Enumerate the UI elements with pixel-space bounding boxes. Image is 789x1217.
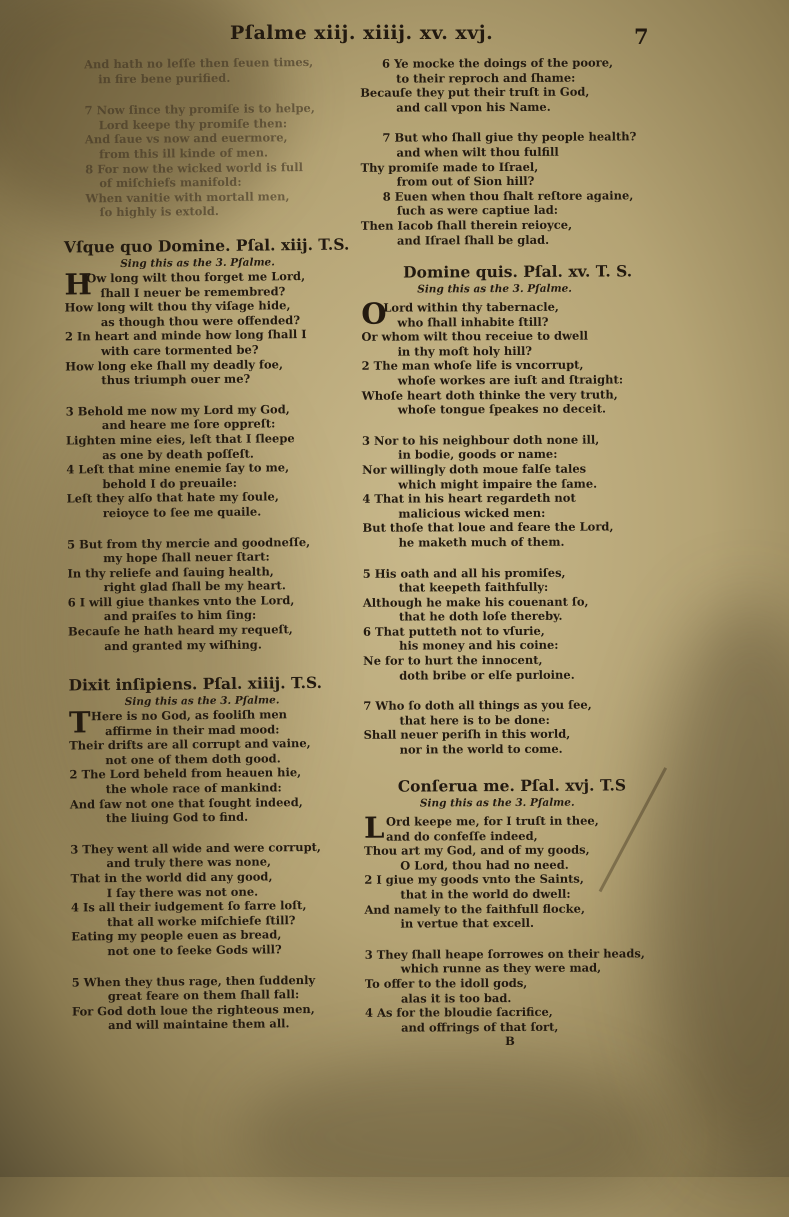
verse-line: affirme in their mad mood: <box>104 721 280 738</box>
verse-line: And ſaw not one that ſought indeed, <box>69 794 303 812</box>
psalm-16 <box>364 775 665 1049</box>
verse-line: 4 As for the bloudie ſacrifice, <box>364 1004 553 1020</box>
tune-direction: Sing this as the 3. Pſalme. <box>419 796 575 810</box>
verse-line: ſo highly is extold. <box>99 204 219 220</box>
verse-line: in vertue that excell. <box>400 916 535 931</box>
verse-line: And hath no leſſe then ſeuen times, <box>84 54 314 72</box>
verse-line: 3 Behold me now my Lord my God, <box>65 401 290 419</box>
verse-line: right glad ſhall be my heart. <box>103 578 286 595</box>
verse-line: O Lord within thy tabernacle, <box>361 296 559 331</box>
tune-direction: Sing this as the 3. Pſalme. <box>120 256 275 270</box>
verse-line: Ne for to hurt the innocent, <box>363 652 543 668</box>
verse-line: 2 In heart and minde how long ſhall I <box>64 327 307 344</box>
verse-line: Shall neuer periſh in this world, <box>363 727 571 743</box>
verse-line: doth bribe or elſe purloine. <box>399 667 575 683</box>
verse-line: and praiſes to him ſing: <box>103 608 257 624</box>
verse-line: 7 Who ſo doth all things as you ſee, <box>363 697 592 714</box>
verse-line: Leſt they alſo that hate my ſoule, <box>66 489 279 506</box>
verse-line: 8 Euen when thou ſhalt reſtore againe, <box>382 188 634 204</box>
verse-line: ſhall I neuer be remembred? <box>100 283 286 300</box>
verse-line: 5 But from thy mercie and goodneſſe, <box>67 534 311 552</box>
verse-line: L Ord keepe me, for I truſt in thee, <box>363 810 599 845</box>
drop-cap: H <box>64 267 92 302</box>
verse-line: Thou art my God, and of my goods, <box>364 842 590 858</box>
page-header <box>0 22 789 52</box>
psalm-14 <box>68 672 372 1033</box>
verse-line: 6 That putteth not to vſurie, <box>362 623 545 639</box>
verse-line: To offer to the idoll gods, <box>364 975 528 991</box>
verse-line: nor in the world to come. <box>399 741 563 757</box>
verse-line: 2 The Lord beheld from heauen hie, <box>69 765 302 782</box>
verse-line: his money and his coine: <box>399 638 559 654</box>
verse-line: Becauſe he hath heard my requeſt, <box>67 622 293 639</box>
verse-line: Lord keepe thy promiſe then: <box>98 115 288 132</box>
verse-line: 6 I will giue thankes vnto the Lord, <box>67 593 295 610</box>
verse-line: and when wilt thou fulfill <box>396 144 559 160</box>
verse-line: Becauſe they put their truſt in God, <box>360 84 590 100</box>
tune-direction: Sing this as the 3. Pſalme. <box>417 282 572 296</box>
drop-cap: L <box>363 810 385 845</box>
verse-line: my hope ſhall neuer ſtart: <box>103 549 270 566</box>
catchword: B <box>505 1034 515 1049</box>
verse-line: Their drifts are all corrupt and vaine, <box>69 736 311 753</box>
verse-line: that in the world do dwell: <box>400 886 571 902</box>
verse-line: Nor willingly doth moue falſe tales <box>362 461 587 477</box>
verse-line: behold I do preuaile: <box>102 475 237 491</box>
verse-line: reioyce to ſee me quaile. <box>102 504 262 521</box>
verse-line: that here is to be done: <box>399 712 550 728</box>
verse-line: whoſe workes are iuſt and ſtraight: <box>397 372 624 388</box>
verse-line: and granted my wiſhing. <box>104 637 262 653</box>
verse-line: 4 That in his heart regardeth not <box>362 490 576 506</box>
verse-line: Or whom wilt thou receiue to dwell <box>361 328 589 344</box>
psalm-13 <box>64 234 368 653</box>
verse-line: to their reproch and ſhame: <box>396 70 576 86</box>
verse-line: When vanitie with mortall men, <box>85 188 290 206</box>
verse-line: great feare on them ſhall fall: <box>107 987 300 1004</box>
verse-line: and offrings of that ſort, <box>401 1019 559 1035</box>
verse-line: 3 They went all wide and were corrupt, <box>70 839 321 857</box>
verse-line: the whole race of mankind: <box>105 780 282 797</box>
verse-block <box>360 55 661 248</box>
verse-line: and call vpon his Name. <box>396 99 551 115</box>
verse-line: Although he make his couenant ſo, <box>362 594 589 610</box>
verse-line: That in the world did any good, <box>70 869 273 886</box>
running-head: Pſalme xiij. xiiij. xv. xvj. <box>230 22 494 44</box>
psalm-title: Dixit inſipiens. Pſal. xiiij. T.S. <box>68 672 323 695</box>
verse-line: And namely to the faithfull flocke, <box>364 901 585 917</box>
verse-line: and will maintaine them all. <box>108 1016 290 1033</box>
verse-line: 2 The man whoſe life is vncorrupt, <box>361 357 584 374</box>
psalm-title: Conſerua me. Pſal. xvj. T.S <box>397 775 627 796</box>
psalm-title: Vſque quo Domine. Pſal. xiij. T.S. <box>63 234 350 257</box>
verse-line: 7 Now ſince thy promiſe is to helpe, <box>84 101 315 118</box>
verse-line: I ſay there was not one. <box>106 884 259 900</box>
verse-line: For God doth loue the righteous men, <box>71 1001 315 1019</box>
verse-line: in bodie, goods or name: <box>398 447 558 462</box>
verse-line: and heare me ſore oppreſt: <box>101 416 276 433</box>
verse-line: in fire bene purified. <box>98 70 231 86</box>
verse-line: as one by death poſſeſt. <box>102 446 254 462</box>
verse-line: In thy reliefe and ſauing health, <box>67 564 274 581</box>
stain <box>649 600 789 1160</box>
verse-line: not one to ſeeke Gods will? <box>107 942 282 959</box>
tune-direction: Sing this as the 3. Pſalme. <box>124 694 280 708</box>
verse-line: which might impaire the ſame. <box>398 476 598 492</box>
verse-line: which runne as they were mad, <box>400 960 602 976</box>
verse-line: H Ow long wilt thou forget me Lord, <box>64 267 306 302</box>
verse-line: not one of them doth good. <box>105 751 281 767</box>
drop-cap: O <box>361 296 387 331</box>
verse-line: How long eke ſhall my deadly foe, <box>65 356 283 374</box>
verse-line: 5 When they thus rage, then ſuddenly <box>71 972 316 990</box>
verse-line: 3 Nor to his neighbour doth none ill, <box>361 432 600 448</box>
verse-line: that all worke miſchiefe ſtill? <box>106 912 296 929</box>
verse-line: who ſhall inhabite ſtill? <box>397 314 549 330</box>
verse-line: in thy moſt holy hill? <box>397 343 533 359</box>
verse-block <box>62 54 364 220</box>
verse-line: T Here is no God, as fooliſh men <box>68 705 288 740</box>
verse-line: he maketh much of them. <box>398 534 565 550</box>
verse-line: Lighten mine eies, leſt that I ſleepe <box>65 431 295 448</box>
verse-line: and Iſrael ſhall be glad. <box>396 232 550 248</box>
verse-line: 2 I giue my goods vnto the Saints, <box>364 871 584 888</box>
drop-cap: T <box>68 705 91 740</box>
verse-line: How long wilt thou thy viſage hide, <box>64 298 291 315</box>
verse-line: that he doth loſe thereby. <box>398 609 563 624</box>
verse-line: as though thou were offended? <box>100 312 301 329</box>
verse-line: and truly there was none, <box>106 854 272 871</box>
left-column <box>62 54 362 1033</box>
psalm-title: Domine quis. Pſal. xv. T. S. <box>403 261 633 282</box>
verse-line: that keepeth faithfully: <box>398 579 549 595</box>
verse-line: 4 Is all their iudgement ſo farre loſt, <box>70 898 307 915</box>
verse-line: 5 His oath and all his promiſes, <box>362 565 566 581</box>
verse-line: 7 But who ſhall giue thy people health? <box>382 129 637 146</box>
verse-line: 3 They ſhall heape ſorrowes on their heads, <box>364 946 645 962</box>
verse-line: Thy promiſe made to Iſrael, <box>360 159 539 175</box>
verse-line: whoſe tongue ſpeakes no deceit. <box>397 401 607 417</box>
right-column <box>360 55 660 1049</box>
verse-line: Eating my people euen as bread, <box>71 927 282 944</box>
verse-line: ſuch as were captiue lad: <box>396 203 559 218</box>
verse-line: 8 For now the wicked world is full <box>85 159 303 176</box>
verse-line: with care tormented be? <box>101 342 259 359</box>
verse-line: of miſchiefs manifold: <box>99 174 242 191</box>
verse-line: malicious wicked men: <box>398 505 546 521</box>
verse-line: And ſaue vs now and euermore, <box>84 130 288 147</box>
verse-line: Then Iacob ſhall therein reioyce, <box>360 217 573 233</box>
verse-line: alas it is too bad. <box>400 990 512 1006</box>
psalm-15 <box>361 261 664 757</box>
page-number: 7 <box>634 24 649 49</box>
verse-line: from this ill kinde of men. <box>98 145 269 162</box>
verse-line: and do confeſſe indeed, <box>386 828 538 844</box>
verse-line: 4 Leſt that mine enemie ſay to me, <box>66 460 290 477</box>
verse-line: the liuing God to find. <box>105 809 249 826</box>
verse-line: Whoſe heart doth thinke the very truth, <box>361 387 618 403</box>
verse-line: from out of Sion hill? <box>396 174 535 189</box>
stain <box>240 1057 660 1217</box>
verse-line: 6 Ye mocke the doings of the poore, <box>382 55 614 71</box>
verse-line: But thoſe that loue and feare the Lord, <box>362 519 614 536</box>
verse-line: thus triumph ouer me? <box>101 371 251 388</box>
verse-line: O Lord, thou had no need. <box>400 857 569 873</box>
